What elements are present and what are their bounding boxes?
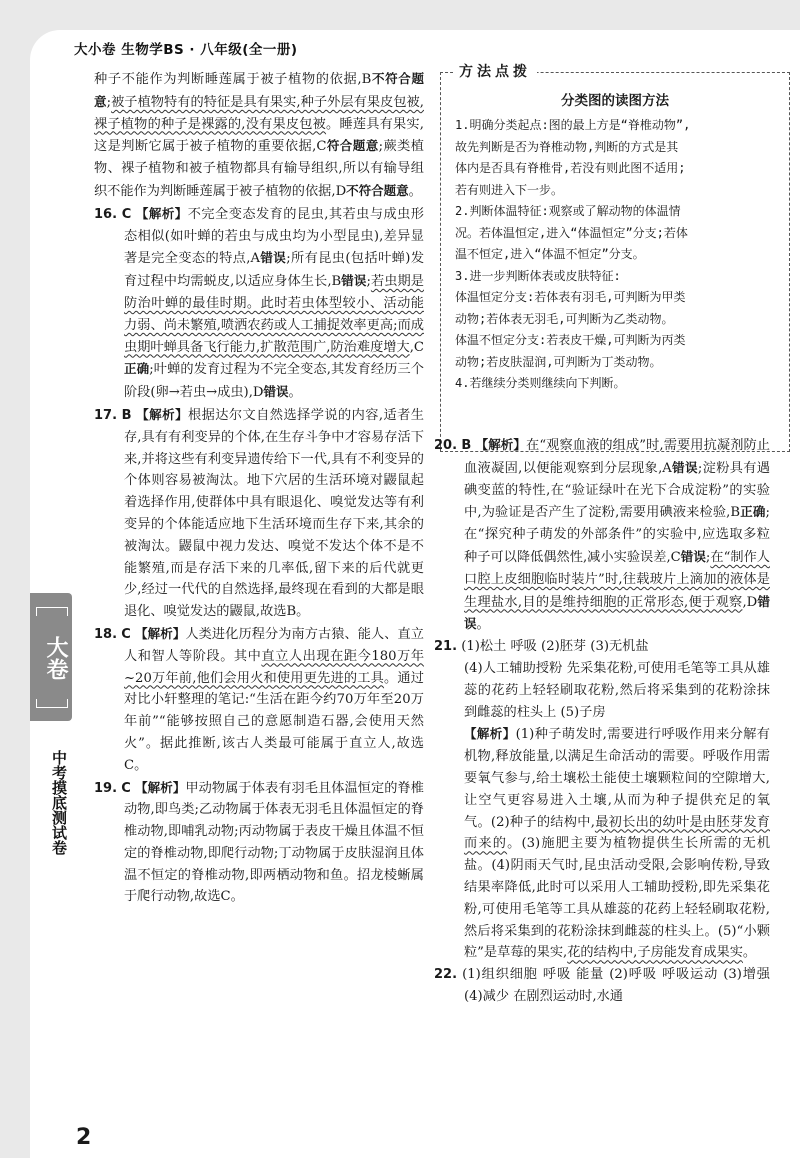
- answer-letter: B: [461, 438, 472, 453]
- tip-subtitle: 分类图的读图方法: [561, 93, 669, 109]
- tip-line: 若有则进入下一步。: [455, 182, 564, 197]
- text: (1)种子萌发时,需要进行呼吸作用来分解有机物,释放能量,以满足生命活动的需要。呼吸作用需要氧气参与,给土壤松土能使土壤颗粒间的空隙增大,让空气更容易进入土壤,从而为种子提供充足的氧气。(2)种子的结构中,: [464, 727, 770, 830]
- underlined-text: 花的结构中,子房能发育成果实: [567, 945, 743, 961]
- answer-letter: C: [121, 206, 132, 222]
- question-number: 22.: [434, 967, 458, 983]
- text: 不完全变态发育的昆虫,其若虫与成虫形态相似(如叶蝉的若虫与成虫均为小型昆虫),差异显著是完全变态的特点,A: [124, 206, 424, 267]
- text: ,C: [409, 339, 424, 355]
- analysis-tag: 【解析】: [475, 437, 527, 452]
- text: 在“观察血液的组成”时,需要用抗凝剂防止血液凝固,以便能观察到分层现象,A: [464, 438, 770, 476]
- question-number: 21.: [434, 639, 458, 655]
- answer-text: (4)人工辅助授粉 先采集花粉,可使用毛笔等工具从雄蕊的花药上轻轻刷取花粉,然后将采集到的花粉涂抹到雌蕊的柱头上 (5)子房: [464, 660, 770, 720]
- question-number: 20.: [434, 438, 458, 453]
- text: 甲动物属于体表有羽毛且体温恒定的脊椎动物,即鸟类;乙动物属于体表无羽毛且体温恒定的脊椎动物,即哺乳动物;丙动物属于表皮干燥且体温不恒定的脊椎动物,即爬行动物;丁动物属于皮肤湿润且体温不恒定的脊椎动物,即两栖动物和鱼。招龙棱蜥属于爬行动物,故选C。: [124, 780, 424, 905]
- underlined-text: 被子植物特有的特征是具有果实,种子外层有果皮包被,裸子植物的种子是裸露的,没有果皮包被: [94, 94, 424, 132]
- text: ;淀粉具有遇碘变蓝的特性,在“验证绿叶在光下合成淀粉”的实验中,为验证是否产生了淀粉,需要用碘液来检验,B: [464, 460, 770, 521]
- side-label: 中考摸底测试卷: [50, 749, 68, 855]
- tip-line: 3.进一步判断体表或皮肤特征:: [455, 268, 621, 283]
- tip-body: [455, 115, 773, 395]
- analysis-tag: 【解析】: [135, 625, 186, 641]
- question-16: [94, 203, 424, 404]
- question-number: 17.: [94, 407, 118, 423]
- text: 。: [408, 183, 422, 199]
- question-21-answer-2: [434, 658, 770, 723]
- tip-title: 方法点拨: [453, 61, 537, 81]
- text: ,D: [742, 594, 758, 610]
- text: 。: [476, 617, 490, 633]
- verdict: 错误: [464, 593, 770, 632]
- underlined-text: 直立人出现在距今180万年~20万年前,他们会用火和使用更先进的工具: [124, 648, 425, 686]
- verdict: 正确: [124, 361, 150, 377]
- question-21: [434, 636, 770, 658]
- answer-text: (1)松土 呼吸 (2)胚芽 (3)无机盐: [461, 639, 649, 655]
- page-number: 2: [76, 1125, 92, 1150]
- page-header: 大小卷 生物学BS · 八年级(全一册): [74, 42, 298, 58]
- question-21-analysis: [434, 723, 770, 964]
- left-column: [94, 68, 424, 908]
- text: 。: [288, 385, 302, 401]
- underlined-text: 若虫期是防治叶蝉的最佳时期。此时若虫体型较小、活动能力弱、尚未繁殖,喷洒农药或人工捕捉效率更高;而成虫期叶蝉具备飞行能力,扩散范围广,防治难度增大: [124, 274, 424, 355]
- tip-line: 动物;若体表无羽毛,可判断为乙类动物。: [455, 311, 674, 326]
- analysis-tag: 【解析】: [135, 205, 188, 221]
- side-tab-big-paper[interactable]: [30, 593, 72, 721]
- page: [30, 30, 800, 1158]
- q18-continuation: [94, 68, 424, 203]
- text: 种子不能作为判断睡莲属于被子植物的依据,B: [94, 72, 372, 87]
- text: ;叶蝉的发育过程为不完全变态,其发育经历三个阶段(卵→若虫→成虫),D: [124, 362, 424, 401]
- text: 。: [742, 945, 757, 961]
- tip-line: 体内是否具有脊椎骨,若没有则此图不适用;: [455, 161, 686, 175]
- tip-line: 况。若体温恒定,进入“体温恒定”分支;若体: [455, 225, 688, 240]
- verdict: 错误: [263, 384, 289, 400]
- text: ;: [106, 94, 112, 110]
- tip-line: 温不恒定,进入“体温不恒定”分支。: [455, 247, 645, 261]
- question-17: [94, 404, 424, 623]
- tip-line: 体温恒定分支:若体表有羽毛,可判断为甲类: [455, 290, 686, 304]
- analysis-tag: 【解析】: [135, 779, 186, 795]
- question-20: [434, 434, 770, 636]
- question-22: [434, 964, 770, 1008]
- question-number: 19.: [94, 780, 118, 796]
- analysis-tag: 【解析】: [464, 726, 516, 742]
- text: ;: [366, 274, 371, 290]
- verdict: 不符合题意: [94, 71, 424, 109]
- verdict: 符合题意: [326, 138, 379, 154]
- right-column: [434, 434, 770, 1008]
- text: 根据达尔文自然选择学说的内容,适者生存,具有有利变异的个体,在生存斗争中才容易存活下来,并将这些有利变异遗传给下一代,具有不利变异的个体则容易被淘汰。地下穴居的生活环境对鼹鼠起着选择作用,使群体中具有眼退化、嗅觉发达等有利变异的个体能适应地下生活环境而生存下来,其余的被淘汰。鼹鼠中视力发达、嗅觉不发达个体不是不能繁殖,而是存活下来的几率低,留下来的后代就更少,经过一代代的自然选择,最终现在看到的大都是眼退化、嗅觉发达的鼹鼠,故选B。: [124, 407, 424, 620]
- method-tip-box: [440, 64, 790, 452]
- text: 。(3)施肥主要为植物提供生长所需的无机盐。(4)阴雨天气时,昆虫活动受限,会影响传粉,导致结果率降低,此时可以采用人工辅助授粉,即先采集花粉,可使用毛笔等工具从雄蕊的花药上轻轻刷取花粉,然后将采集到的花粉涂抹到雌蕊的柱头上。(5)“小颗粒”是草莓的果实,: [464, 836, 771, 961]
- verdict: 错误: [680, 548, 706, 564]
- tip-line: 1.明确分类起点:图的最上方是“脊椎动物”,: [455, 118, 691, 132]
- text: ;在“探究种子萌发的外部条件”的实验中,应选取多粒种子可以降低偶然性,减小实验误差,C: [464, 505, 770, 565]
- question-19: [94, 777, 424, 909]
- question-number: 16.: [94, 206, 118, 222]
- verdict: 错误: [260, 250, 287, 266]
- side-tab-text: 大卷: [43, 636, 68, 680]
- tip-line: 2.判断体温特征:观察或了解动物的体温情: [455, 204, 681, 218]
- tip-line: 4.若继续分类则继续向下判断。: [455, 376, 626, 390]
- answer-letter: C: [121, 626, 131, 642]
- question-18: [94, 623, 424, 777]
- tip-line: 动物;若皮肤湿润,可判断为丁类动物。: [455, 354, 662, 369]
- bracket-top-icon: [36, 607, 68, 616]
- analysis-tag: 【解析】: [136, 406, 189, 422]
- question-number: 18.: [94, 626, 118, 642]
- text: ;蕨类植物、裸子植物和被子植物都具有输导组织,所以有输导组织不能作为判断睡莲属于被子植物的依据,D: [94, 139, 424, 199]
- tip-line: 体温不恒定分支:若表皮干燥,可判断为丙类: [455, 333, 686, 347]
- text: 人类进化历程分为南方古猿、能人、直立人和智人等阶段。其中: [124, 626, 424, 664]
- text: 。睡莲具有果实,这是判断它属于被子植物的重要依据,C: [94, 116, 424, 155]
- underlined-text: 在“制作人口腔上皮细胞临时装片”时,往载玻片上滴加的液体是生理盐水,目的是维持细胞的正常形态,便于观察: [464, 549, 770, 610]
- underlined-text: 最初长出的幼叶是由胚芽发育而来的: [464, 814, 770, 852]
- verdict: 正确: [740, 504, 766, 520]
- verdict: 不符合题意: [346, 182, 409, 198]
- verdict: 错误: [671, 459, 698, 475]
- text: 。通过对比小轩整理的笔记:“生活在距今约70万年至20万年前”“能够按照自己的意愿制造石器,会使用天然火”。据此推断,该古人类最可能属于直立人,故选C。: [124, 670, 424, 773]
- answer-letter: C: [121, 780, 131, 796]
- bracket-bottom-icon: [36, 699, 68, 708]
- text: ;: [705, 549, 711, 565]
- verdict: 错误: [341, 273, 367, 289]
- answer-letter: B: [121, 407, 132, 423]
- answer-text: (1)组织细胞 呼吸 能量 (2)呼吸 呼吸运动 (3)增强 (4)减少 在剧烈运动时,水通: [462, 967, 770, 1004]
- text: ;所有昆虫(包括叶蝉)发育过程中均需蜕皮,以适应身体生长,B: [124, 251, 425, 290]
- tip-line: 故先判断是否为脊椎动物,判断的方式是其: [455, 139, 679, 154]
